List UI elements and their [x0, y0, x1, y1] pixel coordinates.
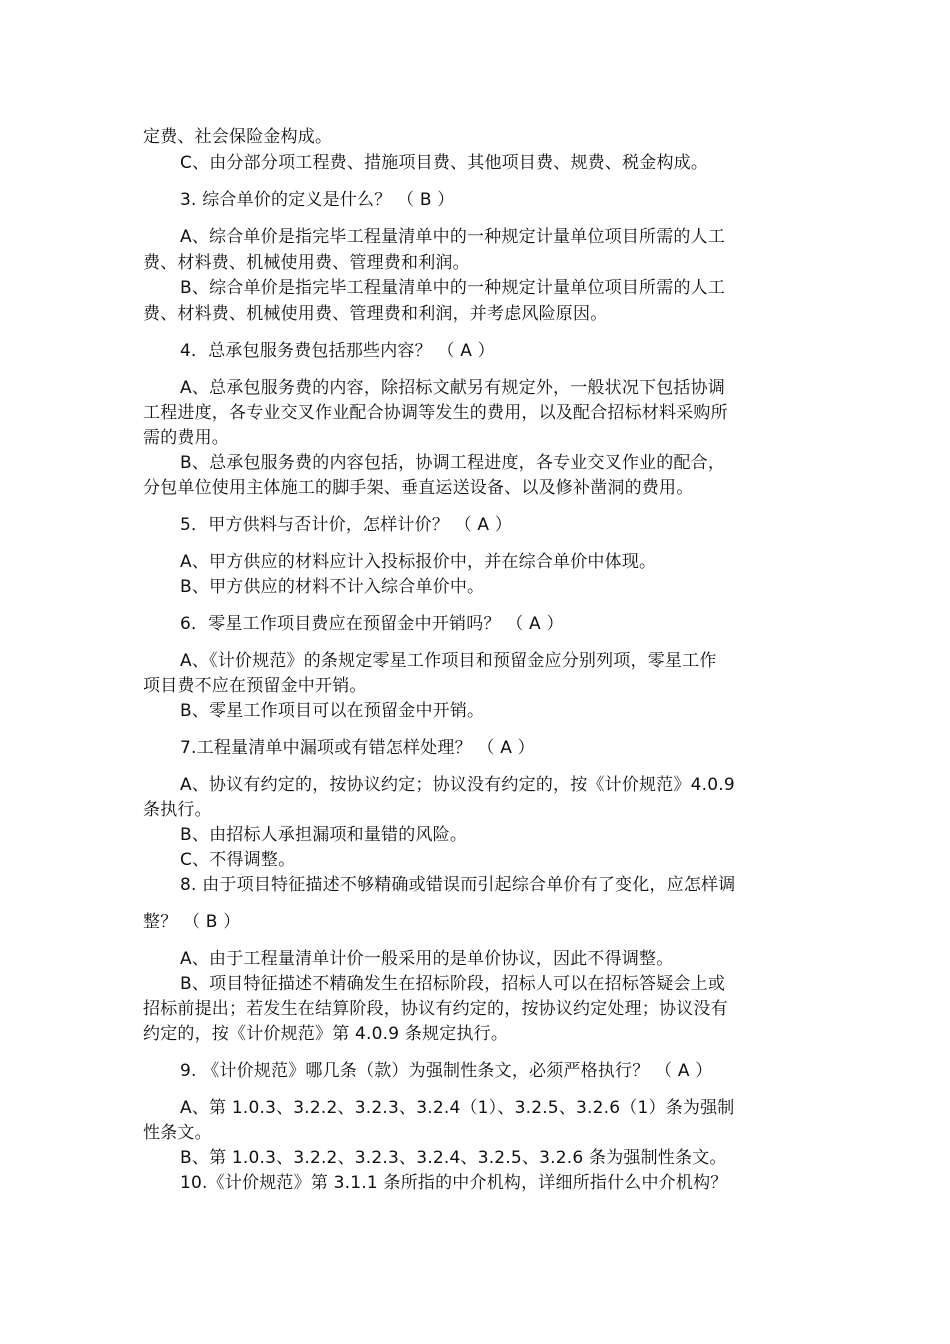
text-line: B、零星工作项目可以在预留金中开销。: [180, 701, 485, 721]
text-line: A、由于工程量清单计价一般采用的是单价协议，因此不得调整。: [180, 949, 674, 969]
question-line: 6．零星工作项目费应在预留金中开销吗？ （ A ）: [180, 614, 564, 634]
question-line: 10.《计价规范》第 3.1.1 条所指的中介机构，详细所指什么中介机构？: [180, 1173, 728, 1193]
text-line: B、综合单价是指完毕工程量清单中的一种规定计量单位项目所需的人工: [180, 278, 726, 298]
text-line: B、第 1.0.3、3.2.2、3.2.3、3.2.4、3.2.5、3.2.6 条为强制性条文。: [180, 1148, 727, 1168]
text-line: 条执行。: [143, 800, 212, 820]
text-line: 费、材料费、机械使用费、管理费和利润，并考虑风险原因。: [143, 304, 608, 324]
text-line: B、由招标人承担漏项和量错的风险。: [180, 825, 468, 845]
text-line: 需的费用。: [143, 428, 229, 448]
text-line: 性条文。: [143, 1123, 212, 1143]
question-line: 8. 由于项目特征描述不够精确或错误而引起综合单价有了变化，应怎样调: [180, 875, 736, 895]
text-line: B、甲方供应的材料不计入综合单价中。: [180, 577, 485, 597]
text-line: C、由分部分项工程费、措施项目费、其他项目费、规费、税金构成。: [180, 153, 709, 173]
question-line: 5．甲方供料与否计价，怎样计价？ （ A ）: [180, 515, 513, 535]
text-line: A、协议有约定的，按协议约定；协议没有约定的，按《计价规范》4.0.9: [180, 775, 735, 795]
text-line: 项目费不应在预留金中开销。: [143, 676, 367, 696]
text-line: A、第 1.0.3、3.2.2、3.2.3、3.2.4（1）、3.2.5、3.2.6（1）条为强制: [180, 1098, 735, 1118]
text-line: A、《计价规范》的条规定零星工作项目和预留金应分别列项，零星工作: [180, 651, 717, 671]
text-line: 定费、社会保险金构成。: [143, 127, 333, 147]
text-line: 招标前提出；若发生在结算阶段，协议有约定的，按协议约定处理；协议没有: [143, 999, 728, 1019]
text-line: B、总承包服务费的内容包括，协调工程进度，各专业交叉作业的配合，: [180, 453, 726, 473]
text-line: 约定的，按《计价规范》第 4.0.9 条规定执行。: [143, 1024, 509, 1044]
text-line: A、总承包服务费的内容，除招标文献另有规定外，一般状况下包括协调: [180, 378, 726, 398]
question-line: 整？ （ B ）: [143, 912, 241, 932]
text-line: 费、材料费、机械使用费、管理费和利润。: [143, 253, 470, 273]
text-line: B、项目特征描述不精确发生在招标阶段，招标人可以在招标答疑会上或: [180, 974, 726, 994]
text-line: 工程进度，各专业交叉作业配合协调等发生的费用，以及配合招标材料采购所: [143, 403, 728, 423]
text-line: A、综合单价是指完毕工程量清单中的一种规定计量单位项目所需的人工: [180, 227, 726, 247]
question-line: 4．总承包服务费包括那些内容？ （ A ）: [180, 341, 495, 361]
question-line: 9. 《计价规范》哪几条（款）为强制性条文，必须严格执行？ （ A ）: [180, 1061, 713, 1081]
text-line: 分包单位使用主体施工的脚手架、垂直运送设备、以及修补凿洞的费用。: [143, 478, 694, 498]
question-line: 7.工程量清单中漏项或有错怎样处理？ （ A ）: [180, 738, 535, 758]
text-line: A、甲方供应的材料应计入投标报价中，并在综合单价中体现。: [180, 552, 657, 572]
question-line: 3. 综合单价的定义是什么？ （ B ）: [180, 190, 455, 210]
text-line: C、不得调整。: [180, 850, 296, 870]
